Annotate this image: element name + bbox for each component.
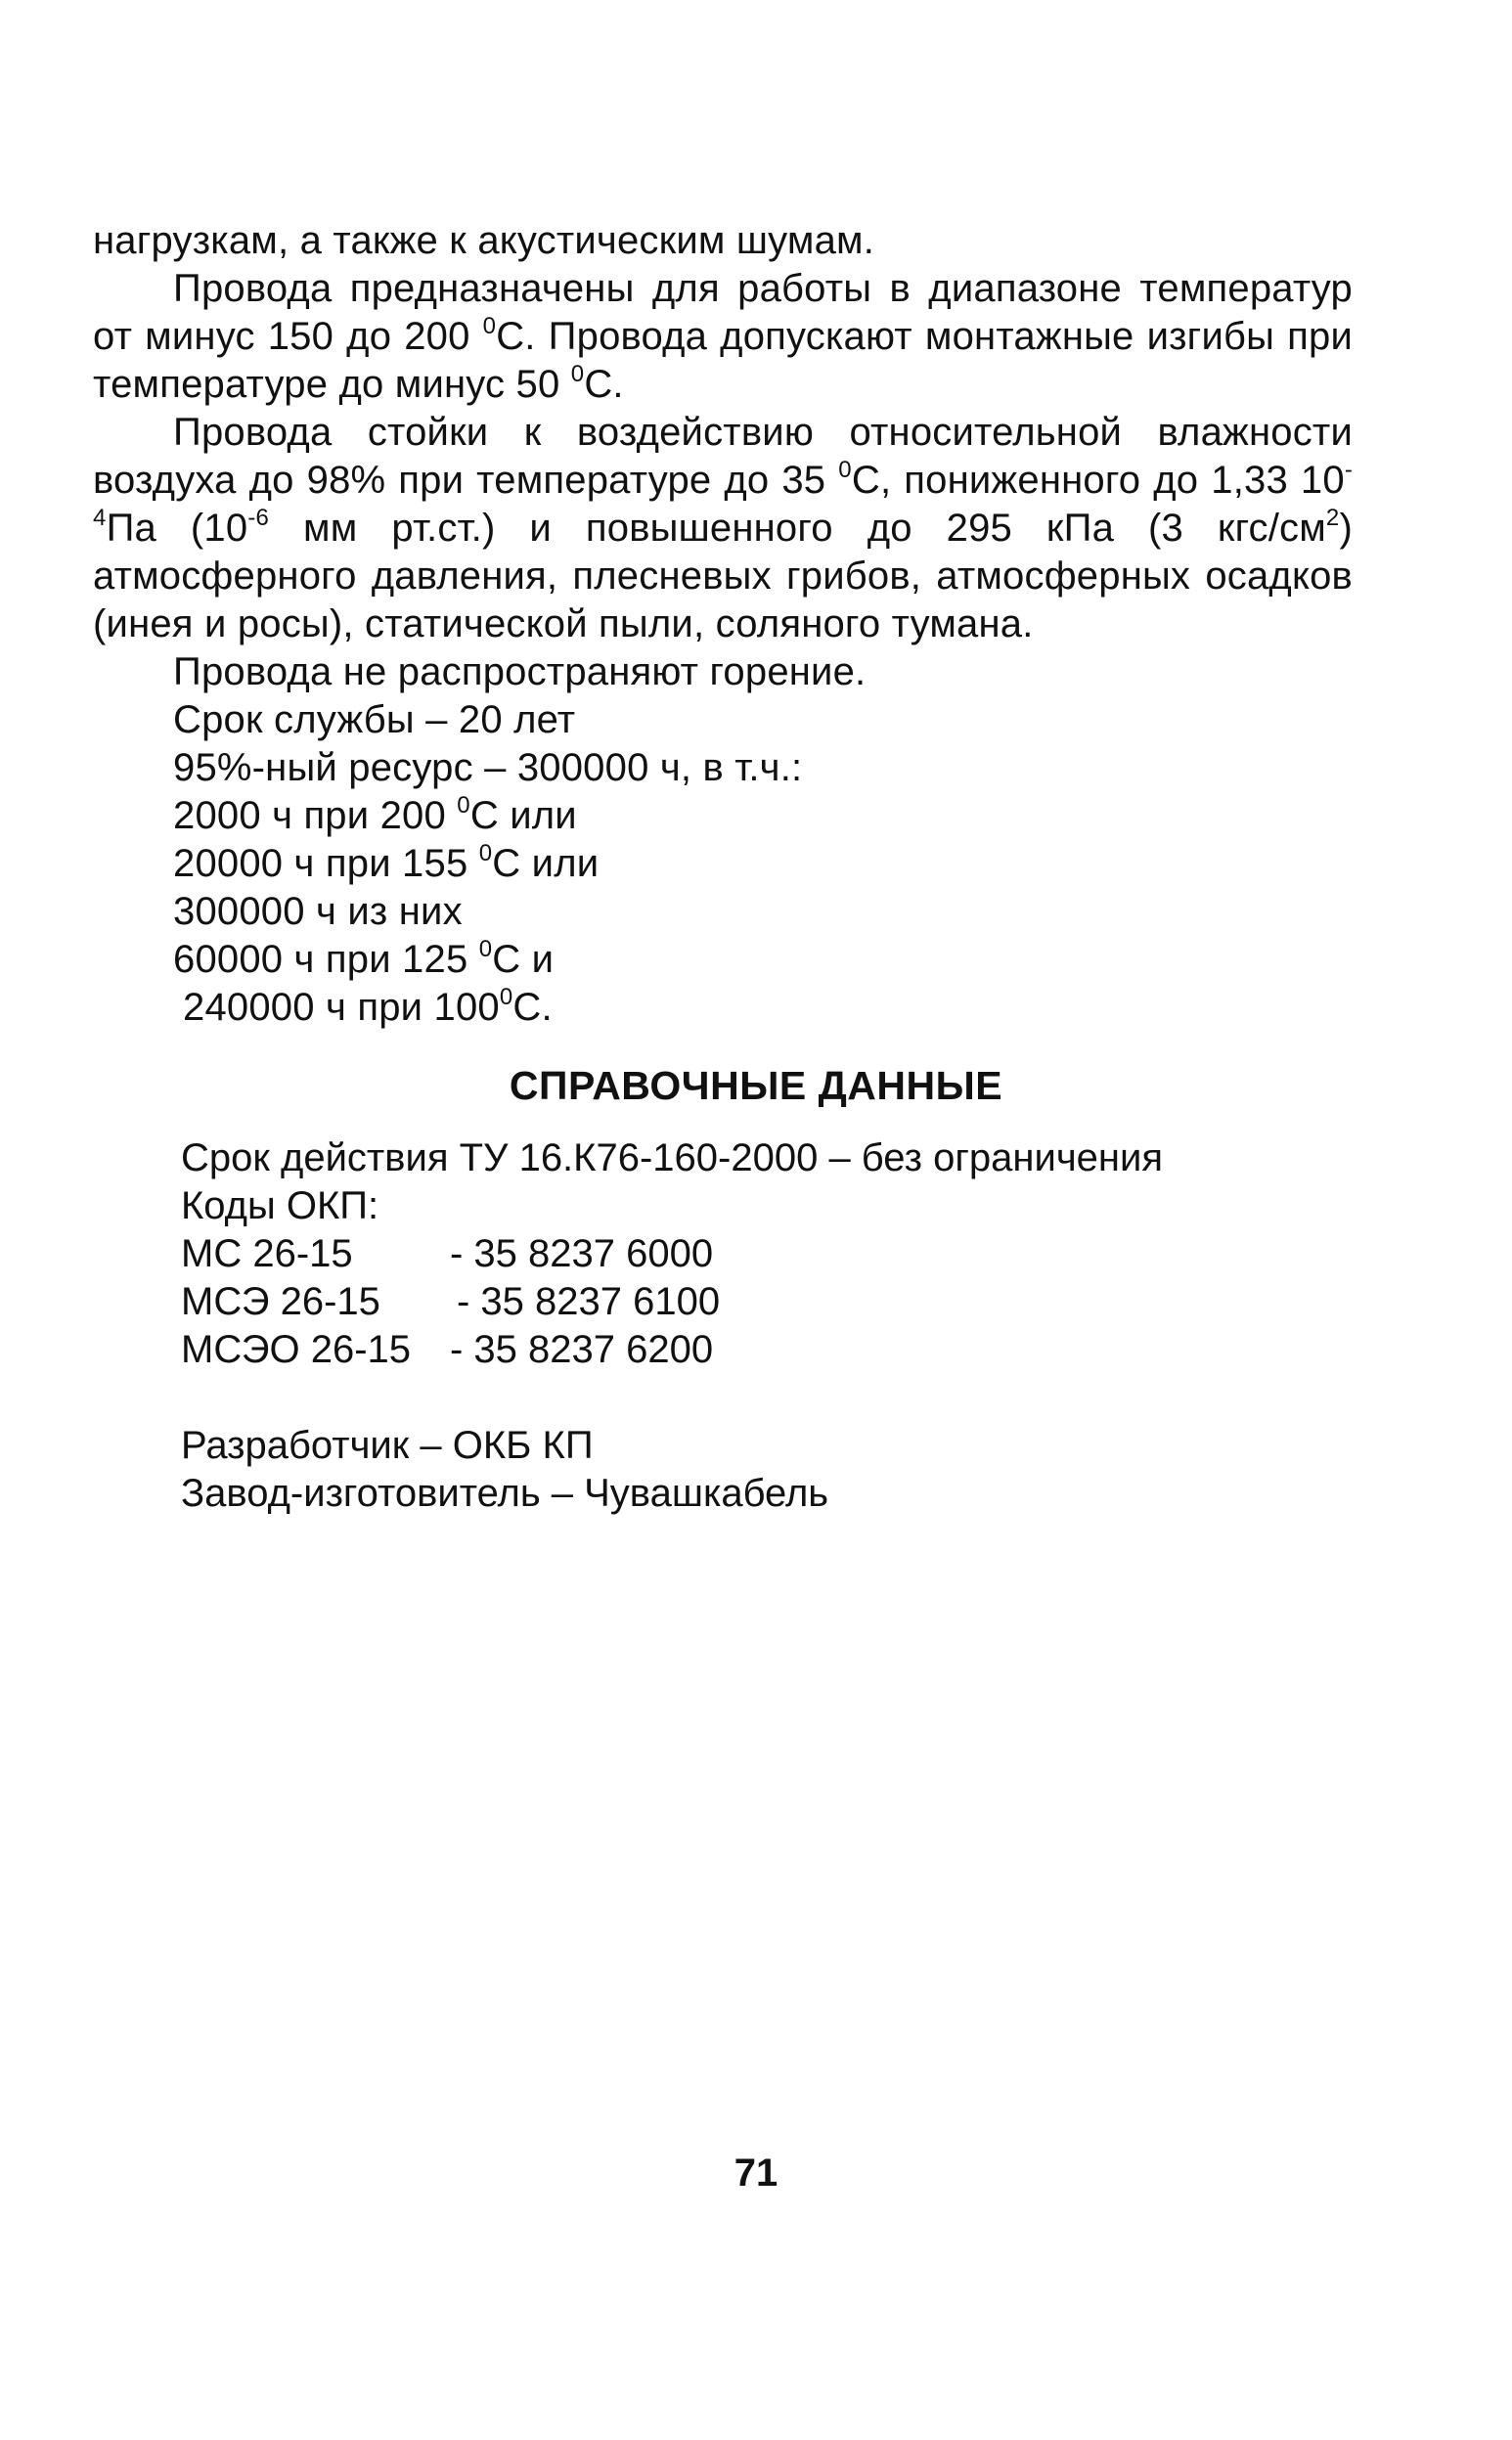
text: ) атмосферного давления, плесневых грибов, атмосферных осадков (инея и росы), статической пыли, соляного тумана. (93, 507, 1353, 645)
manufacturer-line: Завод-изготовитель – Чувашкабель (181, 1472, 829, 1515)
paragraph-environmental-resistance (93, 409, 1353, 648)
text: Провода предназначены для работы в диапазоне температур от минус 150 до 200 (93, 267, 1353, 358)
exponent-superscript: 2 (1325, 505, 1340, 531)
degree-superscript: 0 (482, 313, 497, 339)
text: нагрузкам, а также к акустическим шумам. (93, 219, 875, 262)
text: С, пониженного до 1,33 10 (851, 459, 1345, 502)
code-row (181, 1278, 1163, 1326)
validity-line: Срок действия ТУ 16.К76-160-2000 – без ограничения (181, 1136, 1164, 1179)
text: С или (492, 842, 600, 885)
degree-superscript: 0 (478, 840, 493, 866)
section-heading: СПРАВОЧНЫЕ ДАННЫЕ (509, 1063, 1003, 1108)
code-row (181, 1230, 1163, 1278)
degree-superscript: 0 (499, 984, 513, 1010)
developer-line: Разработчик – ОКБ КП (181, 1424, 594, 1467)
page-number: 71 (734, 2152, 778, 2195)
product-name: МС 26-15 (181, 1232, 353, 1275)
text: 2000 ч при 200 (173, 794, 458, 837)
resource-item (93, 888, 1353, 936)
paragraph-temperature-range (93, 265, 1353, 409)
degree-superscript: 0 (838, 457, 852, 483)
resource-item (93, 936, 1353, 984)
text: 95%-ный ресурс – 300000 ч, в т.ч.: (173, 746, 803, 789)
exponent-superscript: -6 (247, 505, 270, 531)
text: С и (492, 938, 555, 981)
degree-superscript: 0 (457, 792, 470, 819)
body-text (93, 217, 1353, 1032)
paragraph-continuation (93, 217, 1353, 265)
resource-line (93, 744, 1353, 792)
text: Провода стойки к воздействию относительной влажности воздуха до 98% при температуре до 35 (93, 411, 1353, 502)
degree-superscript: 0 (570, 361, 585, 387)
product-name: МСЭ 26-15 (181, 1280, 380, 1323)
degree-superscript: 0 (478, 936, 493, 962)
product-code: - 35 8237 6000 (450, 1232, 714, 1275)
text: Па (10 (106, 507, 248, 550)
text: 240000 ч при 100 (183, 986, 500, 1029)
text: С или (469, 794, 577, 837)
exponent-superscript: -4 (93, 457, 1354, 531)
text: 20000 ч при 155 (173, 842, 479, 885)
resource-item (93, 984, 1353, 1032)
resource-item (93, 792, 1353, 840)
text: 300000 ч из них (173, 890, 463, 933)
text: С. (584, 363, 624, 406)
code-row (181, 1326, 1163, 1374)
text: Провода не распространяют горение. (173, 650, 867, 693)
service-life-line (93, 696, 1353, 744)
spacer (181, 1374, 1163, 1422)
text: 60000 ч при 125 (173, 938, 479, 981)
resource-item (93, 840, 1353, 888)
codes-label: Коды ОКП: (181, 1184, 379, 1227)
product-name: МСЭО 26-15 (181, 1328, 412, 1371)
reference-data (181, 1134, 1163, 1518)
text: С. (512, 986, 553, 1029)
product-code: - 35 8237 6200 (450, 1328, 714, 1371)
text: мм рт.ст.) и повышенного до 295 кПа (3 кгс/см (269, 507, 1326, 550)
product-code: - 35 8237 6100 (457, 1280, 721, 1323)
fire-resistance-line (93, 648, 1353, 696)
text: Срок службы – 20 лет (173, 698, 576, 741)
text: С. Провода допускают монтажные изгибы при температуре до минус 50 (93, 315, 1353, 406)
